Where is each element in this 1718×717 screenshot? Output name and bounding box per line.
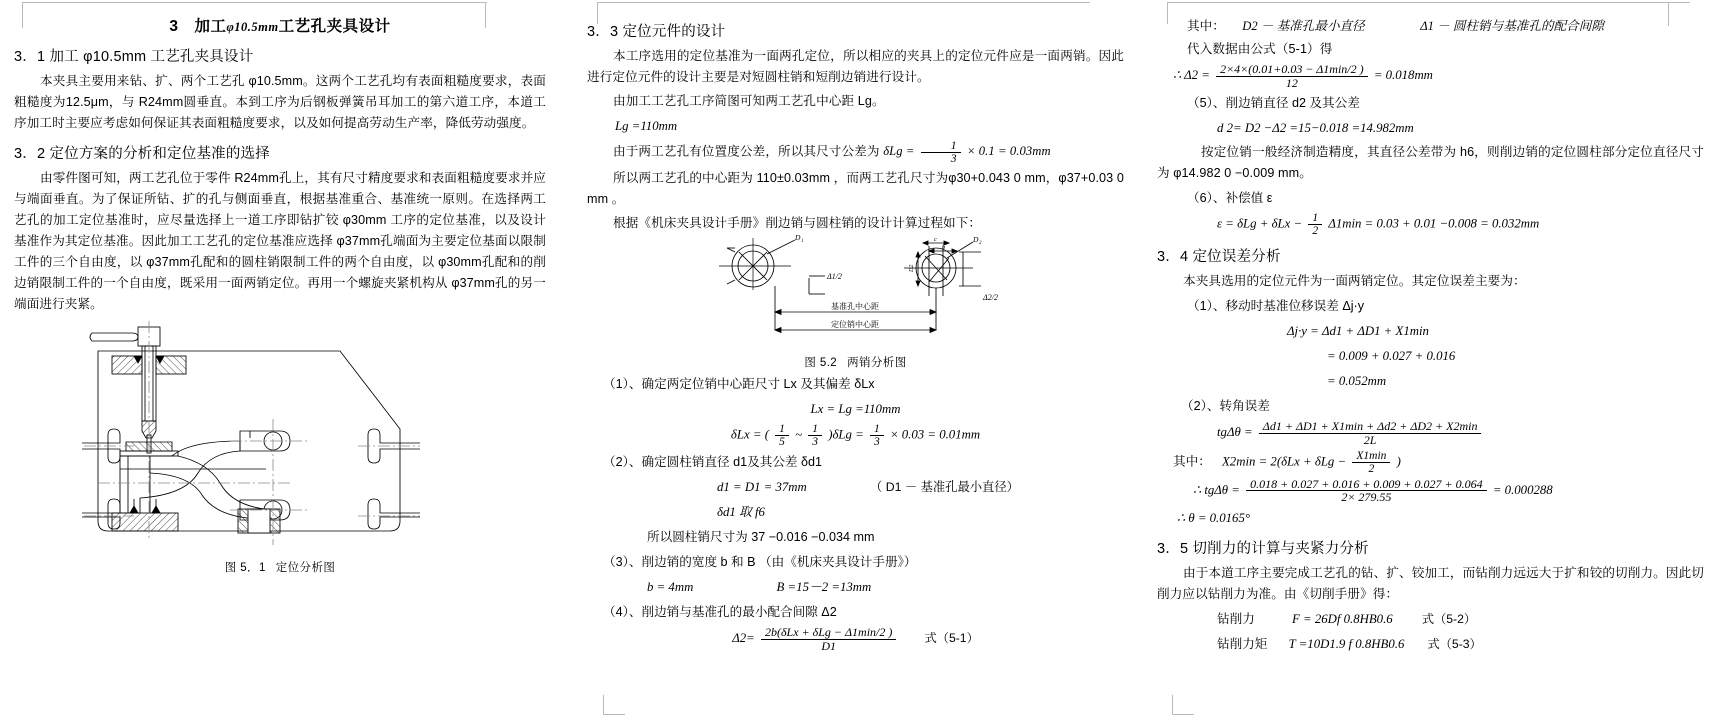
fraction-delta2-result: $\frac{2\times 4\times(0.01+0.03 - \Delta 1\min/2 )}{12}$	[1216, 63, 1368, 89]
page-title-text: 加工	[194, 18, 227, 35]
two-pin-analysis-drawing	[691, 233, 1021, 348]
figure-5-2-label-datum-hole-distance: 基准孔中心距	[830, 302, 879, 312]
row-drilling-torque	[1157, 633, 1704, 655]
row-drilling-force	[1157, 608, 1704, 630]
equation-d1	[587, 476, 1124, 498]
page-column-1	[0, 0, 560, 717]
paragraph-substitute: 代入数据由公式（5-1）得	[1187, 42, 1333, 56]
figure-5-2	[587, 233, 1124, 348]
list-item-3: （3）、削边销的宽度 b 和 B （由《机床夹具设计手册》）	[603, 555, 917, 570]
equation-jy-3: = 0.052mm	[1327, 374, 1387, 389]
delta-Lg-rhs: × 0.1 = 0.03mm	[966, 144, 1051, 159]
paragraph-3-2-body: 由零件图可知，两工艺孔位于零件 R24mm孔上，其有尺寸精度要求和表面粗糙度要求并应与端面垂直。为了保证所钻、扩的孔与侧面垂直，根据基准重合、基准统一原则。在选择两工艺孔的加工定位基准时，应尽量选择上一道工序即钻扩铰 φ30mm 工序的定位基准，以及设计基准作为其定位基准。因此加工工艺孔的定位基准应选择 φ37mm孔端面为主要定位基面以限制工件的三个自由度，以 φ37mm孔配和的圆柱销限制工件的两个自由度，以 φ30mm孔配和的削边销限制工件的一个自由度，既采用一面两销定位。再用一个螺旋夹紧机构从 φ37mm孔的另一端面进行夹紧。	[14, 171, 546, 311]
equation-5-3-tag: 式（5-3）	[1427, 636, 1482, 651]
figure-5-1-caption	[14, 559, 546, 575]
where-D2: D2 － 基准孔最小直径	[1242, 19, 1365, 33]
figure-5-2-label-delta1: Δ1/2	[826, 272, 842, 282]
heading-3-4: 3．4 定位误差分析	[1157, 249, 1281, 266]
figure-5-2-label-b: b	[941, 244, 945, 252]
fraction-one-third-c: $\frac{1}{3}$	[870, 423, 884, 448]
drilling-torque-equation: T =10D1.9 f 0.8HB0.6	[1288, 636, 1405, 651]
fraction-delta2: $\frac{\text{2b(δLx + δLg − Δ1min/2 )}}{D1}$	[761, 626, 896, 652]
where-delta1: Δ1 － 圆柱销与基准孔的配合间隙	[1420, 19, 1604, 33]
equation-delta2	[587, 626, 1124, 652]
fraction-one-third: $\frac{1}{3}$	[921, 140, 961, 165]
list-item-1: （1）、确定两定位销中心距尺寸 Lx 及其偏差 δLx	[603, 377, 875, 392]
fraction-one-third-b: $\frac{1}{3}$	[808, 423, 822, 448]
equation-epsilon-delta1min: Δ1min	[1328, 216, 1362, 231]
equation-jy-1: Δj·y = Δd1 + ΔD1 + X1min	[1287, 324, 1429, 339]
equation-delta-Lx	[587, 423, 1124, 448]
figure-5-2-label-D1: D	[794, 233, 800, 243]
where-label: 其中：	[1187, 19, 1225, 33]
equation-tg-dtheta-lhs: tgΔθ =	[1217, 425, 1253, 440]
delta-Lx-mid: )δLg =	[828, 427, 864, 442]
equation-epsilon	[1157, 212, 1704, 237]
equation-5-2-tag: 式（5-2）	[1421, 611, 1477, 626]
figure-5-2-caption-text: 两销分析图	[847, 357, 907, 370]
figure-5-2-label-D2: D	[972, 235, 978, 245]
equation-delta2-lhs: Δ2=	[732, 631, 755, 646]
paragraph-3-3-body-2: 由加工工艺孔工序简图可知两工艺孔中心距 Lg。	[613, 94, 885, 108]
equation-epsilon-lhs: ε = δLg + δLx −	[1217, 216, 1303, 231]
heading-3-5: 3．5 切削力的计算与夹紧力分析	[1157, 540, 1369, 557]
equation-cyl-pin-size: 所以圆柱销尺寸为 37 −0.016 −0.034 mm	[647, 530, 875, 545]
paragraph-3-5-body: 由于本道工序主要完成工艺孔的钻、扩、铰加工，而钻削力远远大于扩和铰的切削力。因此切削力应以钻削力为准。由《切削手册》得：	[1157, 565, 1704, 601]
equation-B: B =15－2 =13mm	[776, 580, 872, 595]
heading-3-3: 3．3 定位元件的设计	[587, 24, 726, 40]
equation-X2min-rhs: )	[1396, 454, 1401, 468]
list-item-6: （6）、补偿值 ε	[1187, 191, 1273, 206]
equation-X2min	[1157, 450, 1704, 475]
equation-epsilon-rhs: = 0.03 + 0.01 −0.008 = 0.032mm	[1364, 216, 1540, 231]
svg-text:1: 1	[800, 239, 803, 245]
fraction-one-fifth: $\frac{1}{5}$	[775, 423, 789, 448]
where-clause	[1157, 16, 1704, 37]
equation-X2min-lhs: X2min = 2(δLx + δLg −	[1221, 454, 1347, 468]
page-column-2	[573, 0, 1138, 717]
equation-tg-dtheta-result	[1157, 478, 1704, 504]
equation-Lg: Lg =110mm	[615, 119, 678, 133]
fraction-tg-dtheta-result: $\frac{0.018 + 0.027 + 0.016 + 0.009 + 0.027 + 0.064}{2\times 279.55}$	[1246, 478, 1487, 504]
list-item-7: （1）、移动时基准位移误差 Δj·y	[1187, 299, 1365, 314]
equation-tg-dtheta-result-lhs: ∴ tgΔθ =	[1193, 482, 1240, 497]
page-title	[14, 14, 546, 36]
range-tilde: ~	[795, 427, 803, 442]
heading-3-1: 3．1 加工 φ10.5mm 工艺孔夹具设计	[14, 49, 254, 65]
equation-tg-dtheta	[1157, 420, 1704, 446]
equation-b-and-B	[587, 576, 1124, 598]
equation-5-1-tag: 式（5-1）	[924, 631, 979, 646]
paragraph-center-distance: 所以两工艺孔的中心距为 110±0.03mm ，而两工艺孔尺寸为φ30+0.043 0 mm，φ37+0.03 0 mm 。	[587, 171, 1124, 207]
equation-delta-Lg	[883, 140, 1051, 166]
equation-d1-main: d1 = D1 = 37mm	[717, 480, 807, 495]
tolerance-prefix-text: 由于两工艺孔有位置度公差，所以其尺寸公差为	[613, 144, 880, 159]
equation-d2: d 2= D2 −Δ2 =15−0.018 =14.982mm	[1217, 121, 1414, 136]
page-title-tail: 工艺孔夹具设计	[278, 18, 391, 35]
equation-X2min-label: 其中：	[1173, 454, 1211, 468]
heading-3-2: 3．2 定位方案的分析和定位基准的选择	[14, 146, 270, 162]
equation-d1-note: （ D1 － 基准孔最小直径）	[870, 480, 1019, 495]
equation-b: b = 4mm	[647, 580, 694, 595]
equation-tg-dtheta-result-rhs: = 0.000288	[1492, 482, 1553, 497]
figure-5-2-caption-number: 图 5.2	[804, 357, 838, 370]
equation-theta: ∴ θ = 0.0165°	[1177, 510, 1250, 525]
page-title-number: 3	[169, 18, 179, 35]
delta-Lg-lhs: δLg =	[883, 144, 915, 159]
drilling-torque-label: 钻削力矩	[1217, 636, 1268, 651]
equation-delta2-result-lhs: ∴ Δ2 =	[1173, 68, 1210, 83]
delta-Lx-rhs: × 0.03 = 0.01mm	[889, 427, 981, 442]
list-item-8: （2）、转角误差	[1181, 399, 1270, 414]
list-item-4: （4）、削边销与基准孔的最小配合间隙 Δ2	[603, 605, 837, 620]
delta-Lx-lhs: δLx = (	[730, 427, 769, 442]
fraction-X1min-half: $\frac{X1\min}{2}$	[1352, 450, 1390, 475]
figure-5-2-label-c: c	[933, 236, 937, 244]
equation-delta-d1: δd1 取 f6	[717, 505, 765, 520]
figure-5-2-label-D2v: D2	[908, 264, 915, 273]
fraction-one-half: $\frac{1}{2}$	[1308, 212, 1322, 237]
list-item-2: （2）、确定圆柱销直径 d1及其公差 δd1	[603, 455, 823, 470]
paragraph-3-3-body-1: 本工序选用的定位基准为一面两孔定位，所以相应的夹具上的定位元件应是一面两销。因此进行定位元件的设计主要是对短圆柱销和短削边销进行设计。	[587, 49, 1124, 84]
fixture-assembly-drawing	[90, 323, 470, 553]
paragraph-tolerance	[587, 140, 1124, 165]
figure-5-1-caption-text: 定位分析图	[275, 562, 336, 574]
equation-delta2-result-rhs: = 0.018mm	[1373, 68, 1433, 83]
paragraph-h6-tolerance: 按定位销一般经济制造精度，其直径公差带为 h6，则削边销的定位圆柱部分定位直径尺寸为 φ14.982 0 −0.009 mm。	[1157, 145, 1704, 181]
paragraph-3-4-body: 本夹具选用的定位元件为一面两销定位。其定位误差主要为：	[1183, 274, 1526, 289]
paragraph-handbook-ref: 根据《机床夹具设计手册》削边销与圆柱销的设计计算过程如下：	[613, 216, 982, 231]
equation-Lx: Lx = Lg =110mm	[810, 402, 901, 417]
drilling-force-equation: F = 26Df 0.8HB0.6	[1291, 611, 1393, 626]
equation-delta2-result	[1157, 63, 1704, 89]
figure-5-2-label-delta2: Δ2/2	[982, 293, 998, 303]
figure-5-1	[14, 323, 546, 553]
page-column-3	[1143, 0, 1718, 717]
page-title-dimension: φ10.5mm	[226, 20, 279, 34]
list-item-5: （5）、削边销直径 d2 及其公差	[1187, 96, 1360, 111]
drilling-force-label: 钻削力	[1217, 611, 1255, 626]
fraction-tg-dtheta: $\frac{\Delta d1 + \Delta D1 + X1\min + \Delta d2 + \Delta D2 + X2\min}{2L}$	[1259, 420, 1482, 446]
figure-5-2-label-pin-distance: 定位销中心距	[830, 320, 879, 330]
svg-text:2: 2	[978, 241, 981, 247]
figure-5-2-caption	[587, 354, 1124, 370]
equation-jy-2: = 0.009 + 0.027 + 0.016	[1327, 349, 1456, 364]
figure-5-1-caption-number: 图 5．1	[224, 562, 266, 574]
paragraph-3-1-body: 本夹具主要用来钻、扩、两个工艺孔 φ10.5mm。这两个工艺孔均有表面粗糙度要求，表面粗糙度为12.5μm，与 R24mm圆垂直。本到工序为后钢板弹簧吊耳加工的第六道工序，本道工序加工时主要应考虑如何保证其表面粗糙度要求，以及如何提高劳动生产率，降低劳动强度。	[14, 74, 546, 130]
